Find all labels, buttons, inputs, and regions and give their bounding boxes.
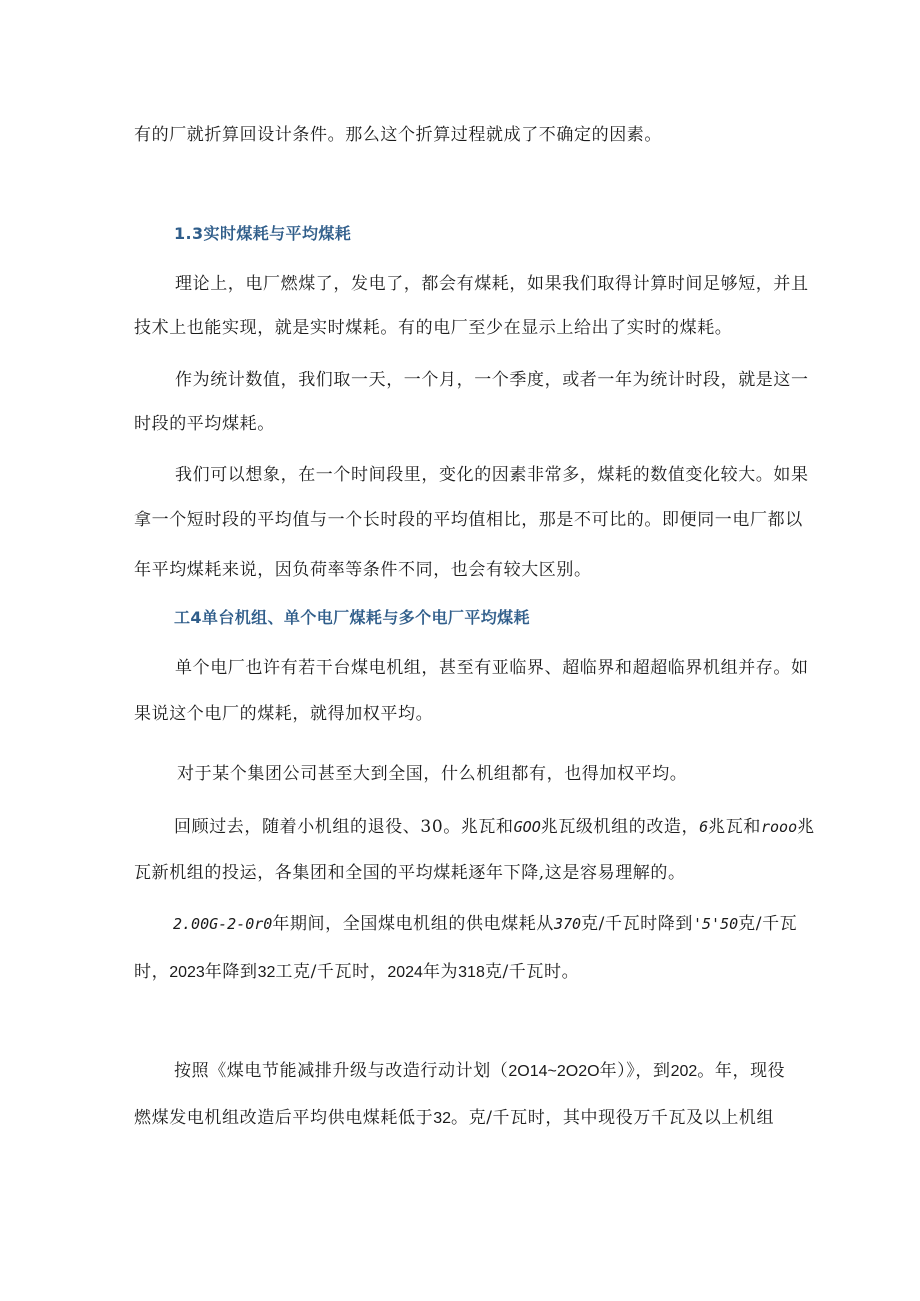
number-run: 2023 [169, 964, 205, 981]
text-run: 回顾过去，随着小机组的退役、30。兆瓦和 [174, 817, 514, 837]
text-run: 年降到 [204, 962, 258, 982]
text-run: 。年，现役 [697, 1061, 786, 1081]
text-run: 工克/千瓦时， [275, 962, 388, 982]
paragraph-line: 单个电厂也许有若干台煤电机组，甚至有亚临界、超临界和超超临界机组并存。如 [175, 658, 809, 678]
number-run: 32 [257, 964, 276, 981]
number-run: 2O14~2O2O [508, 1063, 600, 1080]
number-run: GOO [513, 818, 541, 836]
paragraph-line [173, 912, 797, 936]
paragraph-line [174, 1059, 785, 1084]
paragraph-line: 拿一个短时段的平均值与一个长时段的平均值相比，那是不可比的。即便同一电厂都以 [134, 510, 803, 530]
number-run: '5'50 [692, 915, 739, 933]
paragraph-line: 有的厂就折算回设计条件。那么这个折算过程就成了不确定的因素。 [134, 125, 662, 145]
paragraph-line: 理论上，电厂燃煤了，发电了，都会有煤耗，如果我们取得计算时间足够短，并且 [175, 274, 809, 294]
number-run: 202 [670, 1063, 698, 1080]
text-run: 年为 [422, 962, 459, 982]
number-run: 32 [433, 1110, 451, 1127]
number-run: 2024 [387, 964, 423, 981]
number-run: rooo [760, 818, 798, 836]
paragraph-line: 时段的平均煤耗。 [134, 414, 275, 434]
text-run: 克/千瓦 [738, 914, 798, 934]
text-run: 年期间，全国煤电机组的供电煤耗从 [272, 914, 554, 934]
text-run: 按照《煤电节能减排升级与改造行动计划（ [174, 1061, 509, 1081]
section-heading-1-4: 工4单台机组、单个电厂煤耗与多个电厂平均煤耗 [174, 608, 530, 627]
text-run: 年）》，到 [599, 1061, 671, 1081]
paragraph-line [134, 960, 579, 985]
number-run: 370 [553, 915, 582, 933]
text-run: 兆瓦和 [708, 817, 761, 837]
paragraph-line [174, 815, 815, 839]
paragraph-line: 我们可以想象，在一个时间段里，变化的因素非常多，煤耗的数值变化较大。如果 [175, 465, 809, 485]
paragraph-line: 技术上也能实现，就是实时煤耗。有的电厂至少在显示上给出了实时的煤耗。 [134, 318, 733, 338]
text-run: 克/千瓦时降到 [581, 914, 693, 934]
text-run: 兆 [797, 817, 815, 837]
paragraph-line: 果说这个电厂的煤耗，就得加权平均。 [134, 704, 434, 724]
text-run: 克/千瓦时。 [484, 962, 580, 982]
text-run: 燃煤发电机组改造后平均供电煤耗低于 [134, 1108, 434, 1128]
number-run: 6 [699, 818, 709, 836]
section-heading-1-3: 1.3实时煤耗与平均煤耗 [174, 224, 352, 243]
paragraph-line [134, 1106, 774, 1131]
text-run: 时， [134, 962, 170, 982]
text-run: 兆瓦级机组的改造， [540, 817, 700, 837]
text-run: 。克/千瓦时，其中现役万千瓦及以上机组 [451, 1108, 775, 1128]
paragraph-line: 瓦新机组的投运，各集团和全国的平均煤耗逐年下降,这是容易理解的。 [134, 863, 686, 883]
number-run: 2.00G-2-0r0 [173, 915, 273, 933]
number-run: 318 [458, 964, 485, 981]
paragraph-line: 年平均煤耗来说，因负荷率等条件不同，也会有较大区别。 [134, 560, 592, 580]
paragraph-line: 对于某个集团公司甚至大到全国，什么机组都有，也得加权平均。 [177, 764, 688, 784]
paragraph-line: 作为统计数值，我们取一天，一个月，一个季度，或者一年为统计时段，就是这一 [175, 370, 809, 390]
